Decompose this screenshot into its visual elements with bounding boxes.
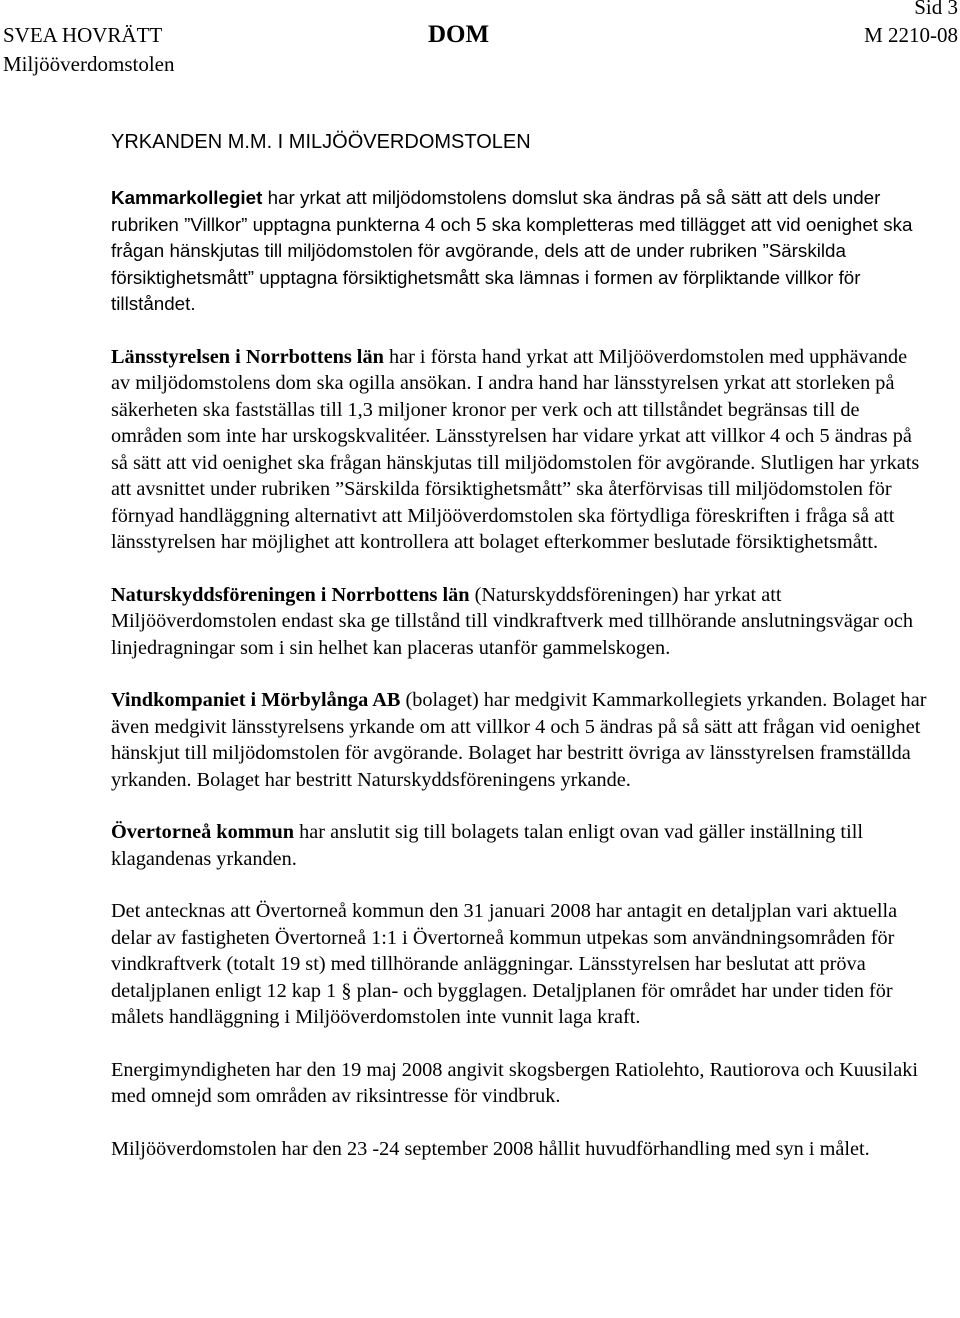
party-name: Vindkompaniet i Mörbylånga AB [111, 689, 401, 711]
paragraph-text: Det antecknas att Övertorneå kommun den 31 januari 2008 har antagit en detaljplan vari aktuella delar av fastigheten Övertorneå 1:1 i Övertorneå kommun utpekas som användningsområden för vindkraftverk (totalt 19 st) med tillhörande anläggningar. Länsstyrelsen har beslutat att pröva detaljplanen enligt 12 kap 1 § plan- och bygglagen. Detaljplanen för området har under tiden för målets handläggning i Miljööverdomstolen inte vunnit laga kraft. [111, 900, 898, 1028]
party-name: Kammarkollegiet [111, 187, 263, 208]
court-name: SVEA HOVRÄTT [3, 23, 163, 47]
department-name: Miljööverdomstolen [3, 52, 175, 76]
party-name: Naturskyddsföreningen i Norrbottens län [111, 583, 470, 606]
paragraph-kammarkollegiet [111, 185, 931, 318]
case-number: M 2210-08 [864, 23, 958, 47]
document-type: DOM [428, 21, 490, 48]
document-body [111, 185, 931, 1188]
section-heading: YRKANDEN M.M. I MILJÖÖVERDOMSTOLEN [111, 131, 531, 153]
party-name: Övertorneå kommun [111, 821, 295, 843]
paragraph-huvudforhandling [111, 1136, 931, 1163]
paragraph-text: (bolaget) har medgivit Kammarkollegiets yrkanden. Bolaget har även medgivit länsstyrelsens yrkande om att villkor 4 och 5 ändras på så sätt att frågan vid oenighet hänskjut till miljödomstolen för avgörande. Bolaget har bestritt övriga av länsstyrelsen framställda yrkanden. Bolaget har bestritt Naturskyddsföreningens yrkande. [111, 689, 927, 791]
paragraph-text: Energimyndigheten har den 19 maj 2008 angivit skogsbergen Ratiolehto, Rautiorova och Kuusilaki med omnejd som områden av riksintresse för vindbruk. [111, 1058, 918, 1107]
paragraph-text: Miljööverdomstolen har den 23 -24 september 2008 hållit huvudförhandling med syn i målet. [111, 1137, 870, 1160]
paragraph-text: har anslutit sig till bolagets talan enligt ovan vad gäller inställning till klagandenas yrkanden. [111, 821, 863, 870]
page-number: Sid 3 [914, 0, 958, 19]
paragraph-text: (Naturskyddsföreningen) har yrkat att Miljööverdomstolen endast ska ge tillstånd till vindkraftverk med tillhörande anslutningsvägar och linjedragningar som i sin helhet kan placeras utanför gammelskogen. [111, 583, 914, 659]
paragraph-vindkompaniet [111, 687, 931, 793]
paragraph-overtornea-kommun [111, 819, 931, 872]
paragraph-text: har yrkat att miljödomstolens domslut ska ändras på så sätt att dels under rubriken ”Villkor” upptagna punkterna 4 och 5 ska kompletteras med tillägget att vid oenighet ska frågan hänskjutas till miljödomstolen för avgörande, dels att de under rubriken ”Särskilda försiktighetsmått” upptagna försiktighetsmått ska lämnas i formen av förpliktande villkor för tillståndet. [111, 187, 913, 314]
paragraph-detaljplan [111, 898, 931, 1031]
paragraph-energimyndigheten [111, 1057, 931, 1110]
paragraph-text: har i första hand yrkat att Miljööverdomstolen med upphävande av miljödomstolens dom ska ogilla ansökan. I andra hand har länsstyrelsen yrkat att storleken på säkerheten ska fastställas till 1,3 miljoner kronor per verk och att tillståndet begränsas till de områden som inte har urskogskvalitéer. Länsstyrelsen har vidare yrkat att villkor 4 och 5 ändras på så sätt att vid oenighet ska frågan hänskjutas till miljödomstolen för avgörande. Slutligen har yrkats att avsnittet under rubriken ”Särskilda försiktighetsmått” ska återförvisas till miljödomstolen för förnyad handläggning alternativt att Miljööverdomstolen ska förtydliga föreskriften i fråga så att länsstyrelsen har möjlighet att kontrollera att bolaget efterkommer beslutade försiktighetsmått. [111, 345, 920, 553]
paragraph-naturskyddsforeningen [111, 582, 931, 662]
party-name: Länsstyrelsen i Norrbottens län [111, 345, 384, 368]
paragraph-lansstyrelsen [111, 344, 931, 556]
